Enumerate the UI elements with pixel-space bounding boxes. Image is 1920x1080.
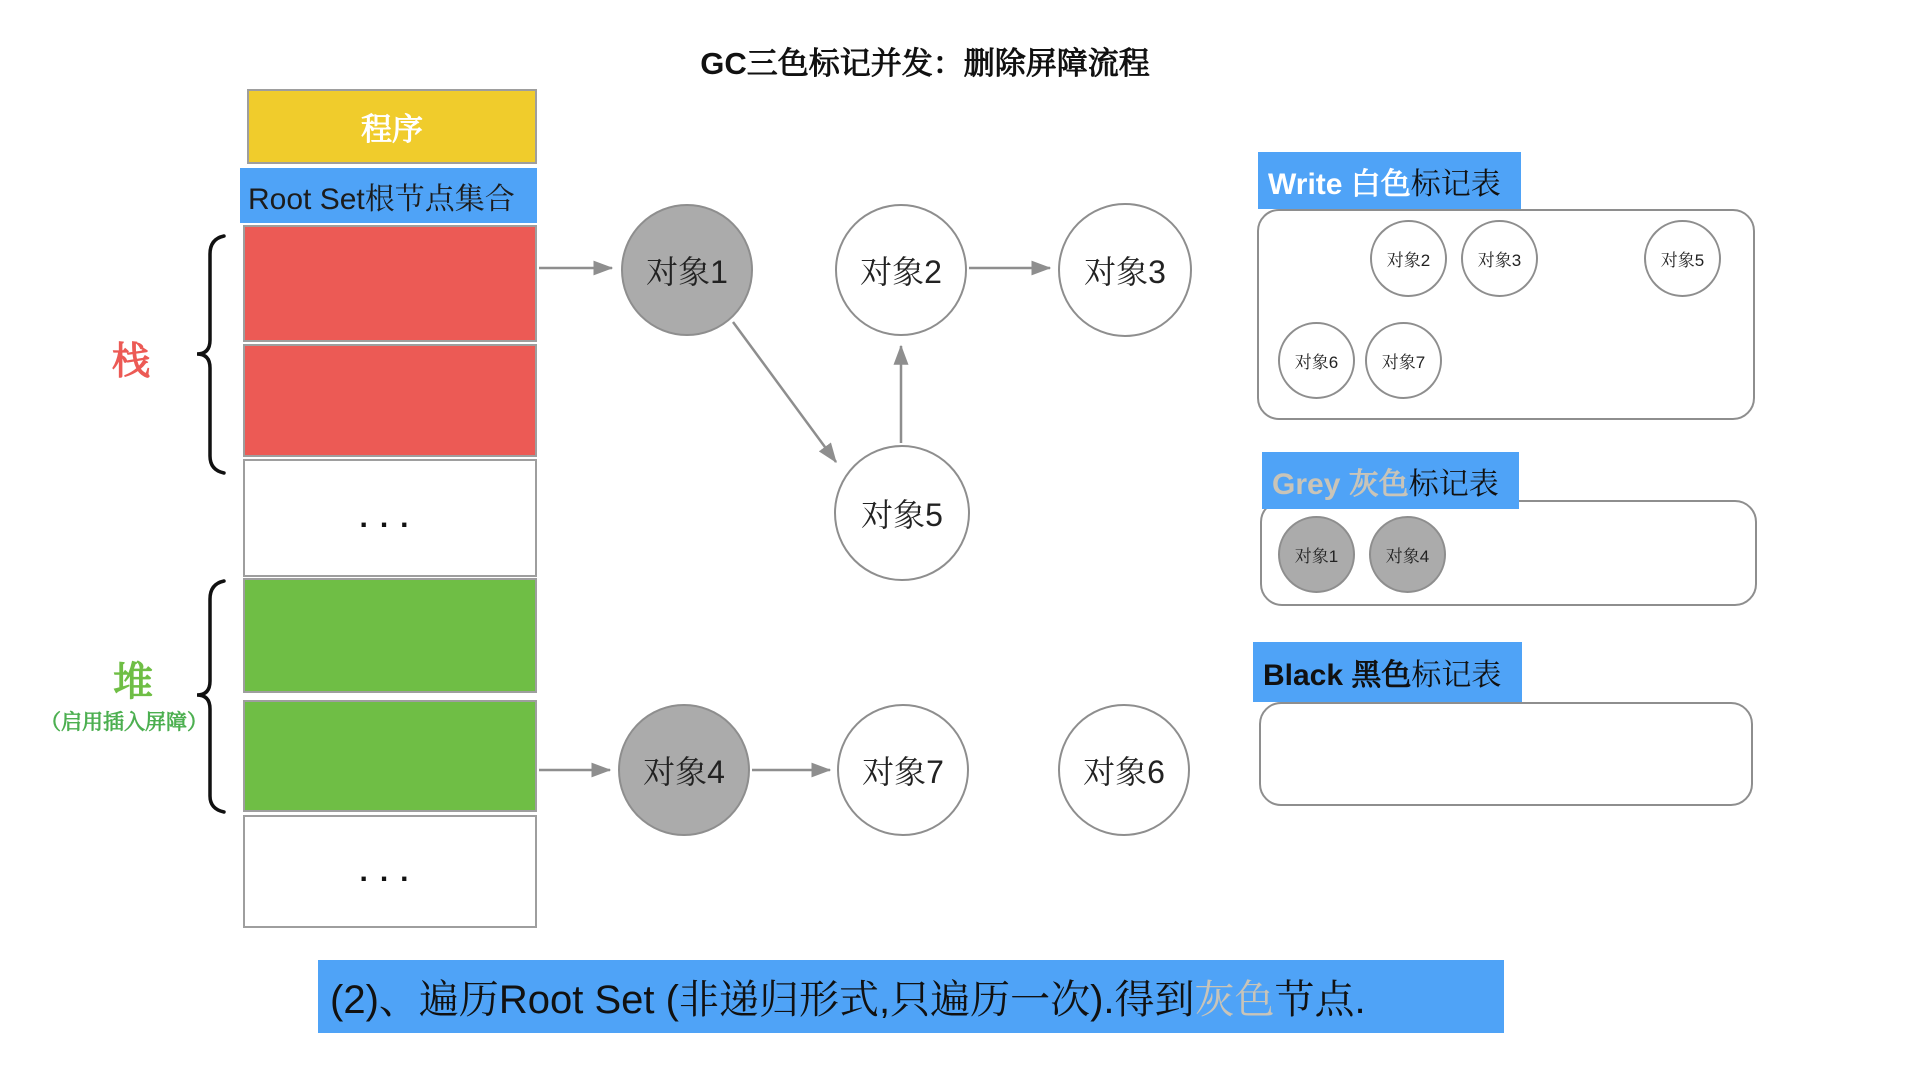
black-table-header [1253,642,1522,702]
white-table-node-obj3-label: 对象3 [1477,251,1522,270]
graph-node-obj2-label: 对象2 [860,254,942,290]
graph-node-obj5-label: 对象5 [861,497,943,533]
graph-node-obj3 [1058,203,1192,337]
graph-node-obj7 [837,704,969,836]
root-set-label: Root Set根节点集合 [248,182,515,216]
arrow-obj1-to-obj5 [733,322,836,462]
black-table-box [1259,702,1753,806]
black-table-title-rest: 标记表 [1411,659,1502,692]
heap-label: 堆 [113,660,153,704]
black-table-title-colored: Black 黑色 [1263,659,1412,692]
white-table-node-obj5-label: 对象5 [1660,251,1705,270]
white-table-node-obj3 [1461,220,1538,297]
graph-node-obj6 [1058,704,1190,836]
graph-node-obj1-label: 对象1 [646,254,728,290]
stack-label: 栈 [112,341,151,383]
white-table-header [1258,152,1521,209]
white-table-node-obj6 [1278,322,1355,399]
grey-table-node-obj4 [1369,516,1446,593]
grey-table-title-colored: Grey 灰色 [1272,467,1409,501]
grey-table-header [1262,452,1519,509]
caption-bar [318,960,1504,1033]
caption-text-grey: 灰色 [1194,978,1275,1022]
white-table-node-obj7 [1365,322,1442,399]
stack-brace [197,236,224,473]
graph-node-obj3-label: 对象3 [1084,254,1166,290]
white-table-node-obj7-label: 对象7 [1381,353,1426,372]
graph-node-obj2 [835,204,967,336]
grey-table-node-obj1-label: 对象1 [1294,547,1339,566]
white-table-title-colored: Write 白色 [1268,167,1411,201]
graph-node-obj6-label: 对象6 [1083,754,1165,790]
diagram-title: GC三色标记并发：删除屏障流程 [700,46,1150,81]
white-table-node-obj6-label: 对象6 [1294,353,1339,372]
grey-table-node-obj4-label: 对象4 [1385,547,1430,566]
graph-node-obj4 [618,704,750,836]
graph-node-obj7-label: 对象7 [862,754,944,790]
memory-ellipsis-top: ... [243,459,537,577]
white-table-title-rest: 标记表 [1410,167,1501,201]
grey-table-node-obj1 [1278,516,1355,593]
caption-text-left: (2)、遍历Root Set (非递归形式,只遍历一次).得到 [330,978,1195,1022]
graph-node-obj4-label: 对象4 [643,754,725,790]
graph-node-obj1 [621,204,753,336]
graph-node-obj5 [834,445,970,581]
white-table-node-obj2 [1370,220,1447,297]
heap-sublabel: （启用插入屏障） [40,711,208,734]
white-table-node-obj2-label: 对象2 [1386,251,1431,270]
program-label: 程序 [361,112,423,147]
caption-text-right: 节点. [1274,978,1366,1022]
white-table-node-obj5 [1644,220,1721,297]
memory-ellipsis-bottom: ... [243,815,537,928]
heap-brace [197,581,224,812]
grey-table-title-rest: 标记表 [1408,467,1499,501]
